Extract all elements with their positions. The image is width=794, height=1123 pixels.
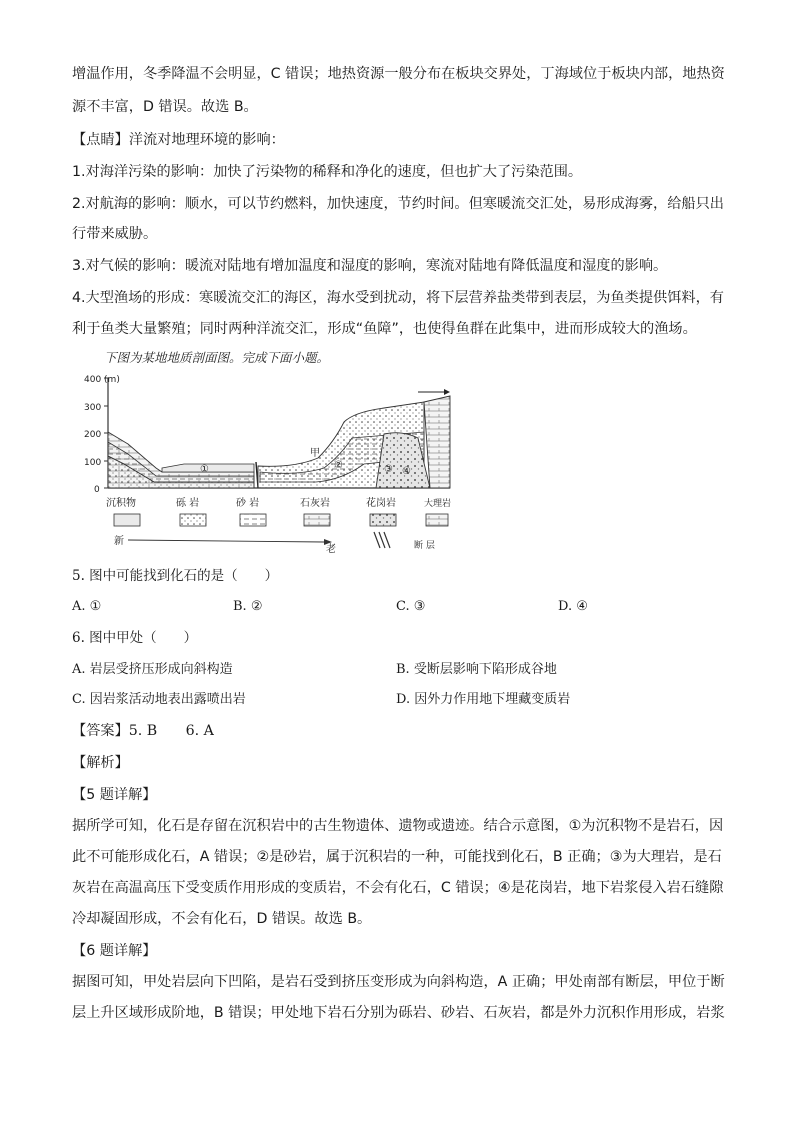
- analysis-label: 【解析】: [72, 755, 129, 771]
- tip-item-3: 3.对气候的影响：暖流对陆地有增加温度和湿度的影响，寒流对陆地有降低温度和湿度的影响。: [72, 258, 668, 274]
- legend-limestone: 石灰岩: [300, 498, 330, 509]
- label-4: ④: [402, 466, 411, 477]
- q6-option-a[interactable]: A. 岩层受挤压形成向斜构造: [72, 662, 233, 677]
- q6-stem: 6. 图中甲处（ ）: [72, 630, 198, 646]
- swatch-sediment: [114, 514, 140, 526]
- q6-option-c[interactable]: C. 因岩浆活动地表出露喷出岩: [72, 692, 246, 707]
- legend-marble: 大理岩: [424, 499, 452, 509]
- intro-line-2: 源不丰富，D 错误。故选 B。: [72, 99, 258, 115]
- swatch-marble: [426, 514, 448, 526]
- d6-line-2: 层上升区域形成阶地，B 错误；甲处地下岩石分别为砾岩、砂岩、石灰岩，都是外力沉积作用形成，岩浆: [72, 1005, 725, 1021]
- answer-row: [72, 721, 214, 741]
- tip-item-2a: 2.对航海的影响：顺水，可以节约燃料，加快速度，节约时间。但寒暖流交汇处，易形成海雾，给船只出: [72, 196, 724, 212]
- legend-sandstone: 砂 岩: [236, 498, 260, 509]
- tip-item-4a: 4.大型渔场的形成：寒暖流交汇的海区，海水受到扰动，将下层营养盐类带到表层，为鱼类提供饵料，有: [72, 290, 724, 306]
- legend-granite: 花岗岩: [366, 498, 396, 509]
- y-tick: 100: [84, 458, 102, 468]
- tip-item-4b: 利于鱼类大量繁殖；同时两种洋流交汇，形成“鱼障”，也使得鱼群在此集中，进而形成较大的渔场。: [72, 321, 697, 337]
- fault-symbol: [374, 532, 390, 548]
- intro-line-1: 增温作用，冬季降温不会明显，C 错误；地热资源一般分布在板块交界处，丁海域位于板块内部，地热资: [72, 66, 725, 82]
- d5-line-4: 冷却凝固形成，不会有化石，D 错误。故选 B。: [72, 911, 372, 927]
- legend-sediment: 沉积物: [106, 498, 136, 509]
- q6-option-b[interactable]: B. 受断层影响下陷形成谷地: [396, 662, 557, 677]
- d6-heading: 【6 题详解】: [72, 943, 157, 959]
- y-unit: 400 (m): [84, 375, 120, 385]
- label-jia: 甲: [310, 448, 320, 459]
- swatch-sandstone: [240, 514, 266, 526]
- tip-item-1: 1.对海洋污染的影响：加快了污染物的稀释和净化的速度，但也扩大了污染范围。: [72, 164, 583, 180]
- d6-line-1: 据图可知，甲处岩层向下凹陷，是岩石受到挤压变形成为向斜构造，A 正确；甲处南部有断层，甲位于断: [72, 974, 725, 990]
- tip-item-2b: 行带来威胁。: [72, 226, 158, 242]
- geologic-cross-section: [84, 372, 460, 554]
- q5-option-c[interactable]: C. ③: [396, 599, 426, 614]
- q5-option-d[interactable]: D. ④: [558, 599, 588, 614]
- q6-option-d[interactable]: D. 因外力作用地下埋藏变质岩: [396, 692, 571, 707]
- y-tick: 0: [94, 485, 100, 495]
- q5-stem: 5. 图中可能找到化石的是（ ）: [72, 568, 279, 584]
- legend-conglomerate: 砾 岩: [176, 498, 200, 509]
- q5-option-b[interactable]: B. ②: [233, 599, 263, 614]
- legend-fault: 断 层: [414, 541, 435, 551]
- y-tick: 300: [84, 403, 102, 413]
- north-arrow-head: [444, 389, 450, 395]
- age-old: 老: [326, 544, 336, 554]
- y-tick: 200: [84, 430, 102, 440]
- age-arrow: [128, 540, 324, 542]
- marble-right: [424, 396, 450, 488]
- figure-caption: 下图为某地地质剖面图。完成下面小题。: [104, 350, 330, 365]
- d5-line-3: 灰岩在高温高压下受变质作用形成的变质岩，不会有化石，C 错误；④是花岗岩，地下岩浆侵入岩石缝隙: [72, 880, 724, 896]
- label-2: ②: [334, 460, 343, 471]
- label-1: ①: [200, 464, 209, 475]
- swatch-limestone: [304, 514, 330, 526]
- answer-label: 【答案】: [72, 723, 129, 739]
- d5-line-2: 此不可能形成化石，A 错误；②是砂岩，属于沉积岩的一种，可能找到化石，B 正确；③为大理岩，是石: [72, 849, 722, 865]
- swatch-granite: [370, 514, 396, 526]
- label-3: ③: [384, 464, 393, 475]
- d5-line-1: 据所学可知，化石是存留在沉积岩中的古生物遗体、遗物或遗迹。结合示意图，①为沉积物不是岩石，因: [72, 818, 724, 834]
- swatch-conglomerate: [180, 514, 206, 526]
- answer-value: 5. B 6. A: [128, 723, 214, 739]
- age-new: 新: [114, 536, 124, 547]
- q5-option-a[interactable]: A. ①: [72, 599, 102, 614]
- tip-heading: 【点睛】洋流对地理环境的影响：: [72, 132, 285, 148]
- d5-heading: 【5 题详解】: [72, 787, 157, 803]
